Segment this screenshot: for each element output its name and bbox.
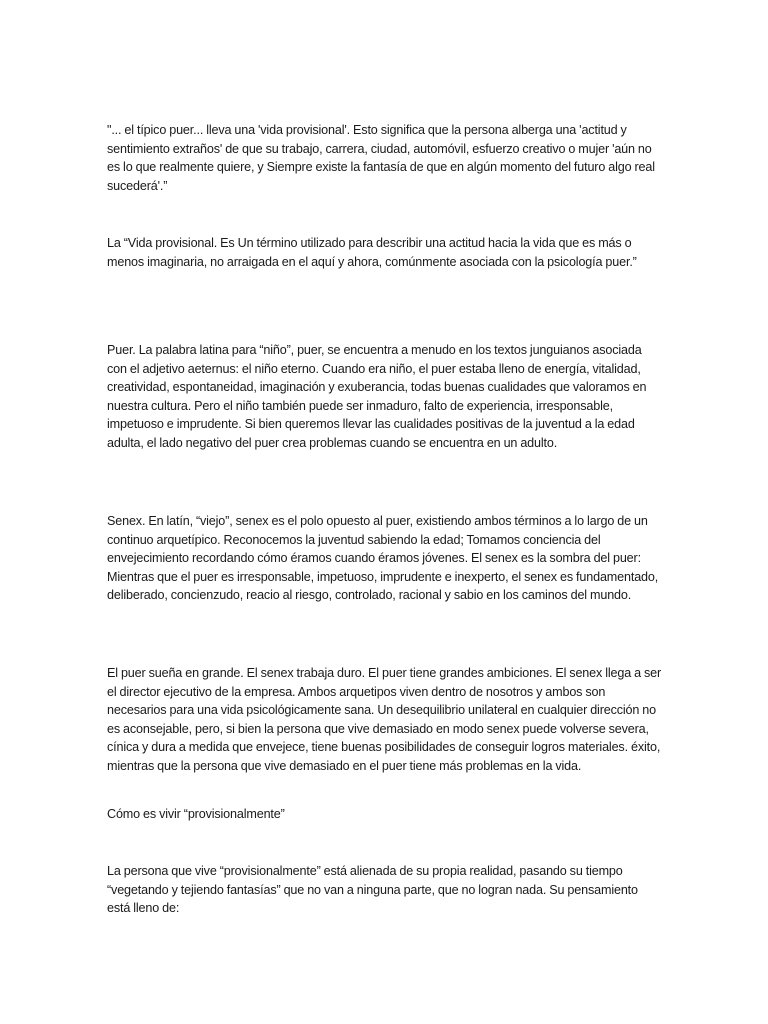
quote-paragraph: "... el típico puer... lleva una 'vida provisional'. Esto significa que la persona alberga una 'actitud y sentimiento extraños' de que su trabajo, carrera, ciudad, automóvil, esfuerzo creativo o mujer 'aún no es lo que realmente quiere, y Siempre existe la fantasía de que en algún momento del futuro algo real sucederá'.” bbox=[107, 123, 655, 193]
comparison-paragraph: El puer sueña en grande. El senex trabaja duro. El puer tiene grandes ambiciones. El senex llega a ser el director ejecutivo de la empresa. Ambos arquetipos viven dentro de nosotros y ambos son necesarios para una vida psicológicamente sana. Un desequilibrio unilateral en cualquier dirección no es aconsejable, pero, si bien la persona que vive demasiado en modo senex puede volverse severa, cínica y dura a medida que envejece, tiene buenas posibilidades de conseguir logros materiales. éxito, mientras que la persona que vive demasiado en el puer tiene más problemas en la vida. bbox=[107, 666, 662, 773]
senex-paragraph: Senex. En latín, “viejo”, senex es el polo opuesto al puer, existiendo ambos términos a lo largo de un continuo arquetípico. Reconocemos la juventud sabiendo la edad; Tomamos conciencia del envejecimiento recordando cómo éramos cuando éramos jóvenes. El senex es la sombra del puer: Mientras que el puer es irresponsable, impetuoso, imprudente e inexperto, el senex es fundamentado, deliberado, concienzudo, reacio al riesgo, controlado, racional y sabio en los caminos del mundo. bbox=[107, 514, 659, 603]
puer-paragraph: Puer. La palabra latina para “niño”, puer, se encuentra a menudo en los textos junguianos asociada con el adjetivo aeternus: el niño eterno. Cuando era niño, el puer estaba lleno de energía, vitalidad, creatividad, espontaneidad, imaginación y exuberancia, todas buenas cualidades que valoramos en nuestra cultura. Pero el niño también puede ser inmaduro, falto de experiencia, irresponsable, impetuoso e imprudente. Si bien queremos llevar las cualidades positivas de la juventud a la edad adulta, el lado negativo del puer crea problemas cuando se encuentra en un adulto. bbox=[107, 343, 647, 450]
definition-paragraph: La “Vida provisional. Es Un término utilizado para describir una actitud hacia la vida que es más o menos imaginaria, no arraigada en el aquí y ahora, comúnmente asociada con la psicología puer.” bbox=[107, 236, 637, 269]
section-heading: Cómo es vivir “provisionalmente” bbox=[107, 807, 285, 821]
provisional-living-paragraph: La persona que vive “provisionalmente” está alienada de su propia realidad, pasando su tiempo “vegetando y tejiendo fantasías” que no van a ninguna parte, que no logran nada. Su pensamiento está lleno de: bbox=[107, 864, 638, 916]
